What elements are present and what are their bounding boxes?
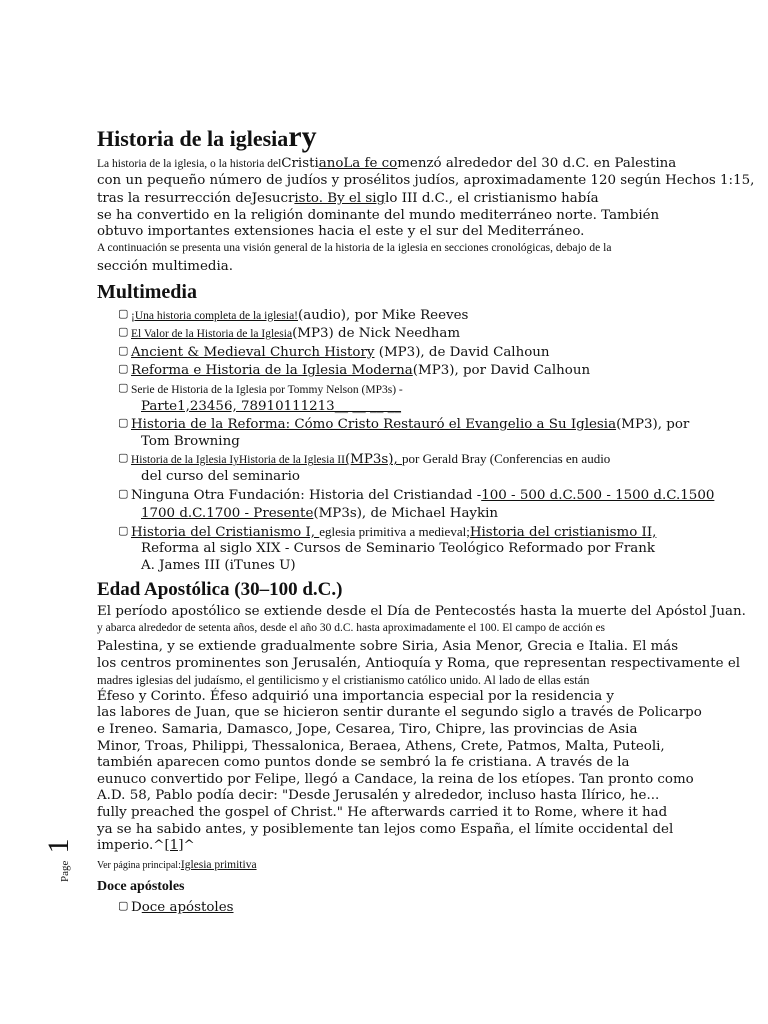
intro-line: La historia de la iglesia, o la historia delCristianoLa fe comenzó alrededor del 30 d.C. en Palestina bbox=[97, 156, 677, 171]
page-title bbox=[97, 122, 707, 154]
history-of-reformation-link[interactable]: Historia de la Reforma: Cómo Cristo Restauró el Evangelio a Su Iglesia bbox=[131, 417, 617, 433]
early-church-link[interactable]: Iglesia primitiva bbox=[180, 858, 257, 871]
intro-line: tras la resurrección deJesucristo. By el siglo III d.C., el cristianismo había bbox=[97, 191, 599, 207]
intro-section bbox=[97, 154, 755, 276]
list-item: ▢ Historia de la Reforma: Cómo Cristo Restauró el Evangelio a Su Iglesia(MP3), por Tom Browning bbox=[118, 416, 690, 449]
checkbox-icon: ▢ bbox=[118, 362, 129, 376]
jesus-link[interactable]: isto. By el sig bbox=[294, 191, 386, 207]
history-christianity-ii-link[interactable]: Historia del cristianismo II, bbox=[469, 524, 657, 540]
multimedia-heading: Multimedia bbox=[97, 280, 197, 303]
checkbox-icon: ▢ bbox=[118, 306, 129, 320]
checkbox-icon: ▢ bbox=[118, 451, 129, 465]
document-body bbox=[97, 120, 755, 917]
faith-link[interactable]: anoLa fe co bbox=[318, 156, 398, 171]
apostolic-age-heading: Edad Apostólica (30–100 d.C.) bbox=[97, 579, 343, 601]
ancient-medieval-link[interactable]: Ancient & Medieval Church History bbox=[131, 344, 375, 360]
multimedia-list bbox=[118, 306, 715, 575]
church-history-ii-link[interactable]: Historia de la Iglesia II bbox=[238, 454, 345, 467]
value-of-church-history-link[interactable]: El Valor de la Historia de la Iglesia bbox=[131, 328, 293, 341]
list-item: ▢ El Valor de la Historia de la Iglesia(MP3) de Nick Needham bbox=[118, 325, 461, 342]
list-item: ▢ ¡Una historia completa de la iglesia!(audio), por Mike Reeves bbox=[118, 306, 469, 323]
footnote-ref-link[interactable]: [1] bbox=[164, 838, 184, 854]
checkbox-icon: ▢ bbox=[118, 416, 129, 430]
apostles-list bbox=[118, 898, 707, 917]
checkbox-icon: ▢ bbox=[118, 325, 129, 339]
intro-line: se ha convertido en la religión dominante del mundo mediterráneo norte. También bbox=[97, 207, 660, 223]
tommy-nelson-parts-links[interactable]: Parte1,23456, 78910111213__ __ __ __ bbox=[141, 398, 402, 414]
church-history-i-link[interactable]: Historia de la Iglesia Iy bbox=[131, 454, 239, 467]
list-item: ▢ Ninguna Otra Fundación: Historia del Cristiandad -100 - 500 d.C.500 - 1500 d.C.1500 1700 d.C.1700 - Presente(MP3s), de Michael Haykin bbox=[118, 486, 715, 522]
intro-line: A continuación se presenta una visión general de la historia de la iglesia en secciones cronológicas, debajo de la bbox=[97, 241, 612, 254]
twelve-apostles-heading: Doce apóstoles bbox=[97, 879, 185, 895]
list-item: ▢ Historia del Cristianismo I, eglesia primitiva a medieval;Historia del cristianismo II, Reforma al siglo XIX - Cursos de Seminario Teológico Reformado por Frank A. James III (iTunes U) bbox=[118, 523, 657, 573]
page-number: 1 bbox=[42, 838, 75, 854]
checkbox-icon: ▢ bbox=[118, 486, 129, 500]
list-item: ▢ Ancient & Medieval Church History (MP3), de David Calhoun bbox=[118, 343, 550, 360]
haykin-period-links[interactable]: 100 - 500 d.C.500 - 1500 d.C.1500 bbox=[481, 487, 715, 503]
reformation-modern-link[interactable]: Reforma e Historia de la Iglesia Moderna bbox=[131, 363, 413, 379]
complete-church-history-link[interactable]: ¡Una historia completa de la iglesia! bbox=[131, 309, 299, 322]
list-item: ▢ Doce apóstoles bbox=[118, 899, 234, 916]
page-title-text: Historia de la iglesia bbox=[97, 126, 289, 151]
intro-line: obtuvo importantes extensiones hacia el este y el sur del Mediterráneo. bbox=[97, 224, 585, 240]
history-christianity-i-link[interactable]: Historia del Cristianismo I, bbox=[131, 524, 320, 540]
twelve-apostles-link[interactable]: oce apóstoles bbox=[141, 900, 234, 916]
haykin-modern-links[interactable]: 1700 d.C.1700 - Presente bbox=[141, 506, 314, 522]
see-main-page: Ver página principal:Iglesia primitiva bbox=[97, 858, 257, 871]
checkbox-icon: ▢ bbox=[118, 380, 129, 394]
checkbox-icon: ▢ bbox=[118, 343, 129, 357]
intro-line: sección multimedia. bbox=[97, 258, 234, 274]
list-item: ▢ Serie de Historia de la Iglesia por Tommy Nelson (MP3s) - Parte1,23456, 78910111213__ __ __ __ bbox=[118, 380, 707, 415]
page-footer bbox=[42, 838, 82, 898]
checkbox-icon: ▢ bbox=[118, 899, 129, 913]
page-label: Page bbox=[59, 860, 71, 882]
intro-line: con un pequeño número de judíos y prosélitos judíos, aproximadamente 120 según Hechos 1:15, bbox=[97, 172, 755, 188]
list-item: ▢ Historia de la Iglesia IyHistoria de la Iglesia II(MP3s), por Gerald Bray (Conferencias en audio del curso del seminario bbox=[118, 451, 611, 484]
list-item: ▢ Reforma e Historia de la Iglesia Moderna(MP3), por David Calhoun bbox=[118, 362, 591, 379]
page-title-suffix: ry bbox=[288, 120, 317, 153]
checkbox-icon: ▢ bbox=[118, 523, 129, 537]
apostolic-section: El período apostólico se extiende desde el Día de Pentecostés hasta la muerte del Apóstol Juan. y abarca alrededor de setenta años, desde el año 30 d.C. hasta aproximadamente el 100. El campo de acción es Palestina, y se extiende gradualmente sobre Siria, Asia Menor, Grecia e Italia. El más los centros prominentes son Jerusalén, Antioquía y Roma, que representan respectivamente el madres iglesias del judaísmo, el gentilicismo y el cristianismo católico unido. Al lado de ellas están Éfeso y Corinto. Éfeso adquirió una importancia especial por la residencia y las labores de Juan, que se hicieron sentir durante el segundo siglo a través de Policarpo e Ireneo. Samaria, Damasco, Jope, Cesarea, Tiro, Chipre, las provincias de Asia Minor, Troas, Philippi, Thessalonica, Beraea, Athens, Crete, Patmos, Malta, Puteoli, también aparecen como puntos donde se sembró la fe cristiana. A través de la eunuco convertido por Felipe, llegó a Candace, la reina de los etíopes. Tan pronto como A.D. 58, Pablo podía decir: "Desde Jerusalén y alrededor, incluso hasta Ilírico, he... fully preached the gospel of Christ." He afterwards carried it to Rome, where it had ya se ha sabido antes, y posiblemente tan lejos como España, el límite occidental del imperio.^[1]^ Ver página principal:Iglesia primitiva bbox=[97, 604, 707, 874]
